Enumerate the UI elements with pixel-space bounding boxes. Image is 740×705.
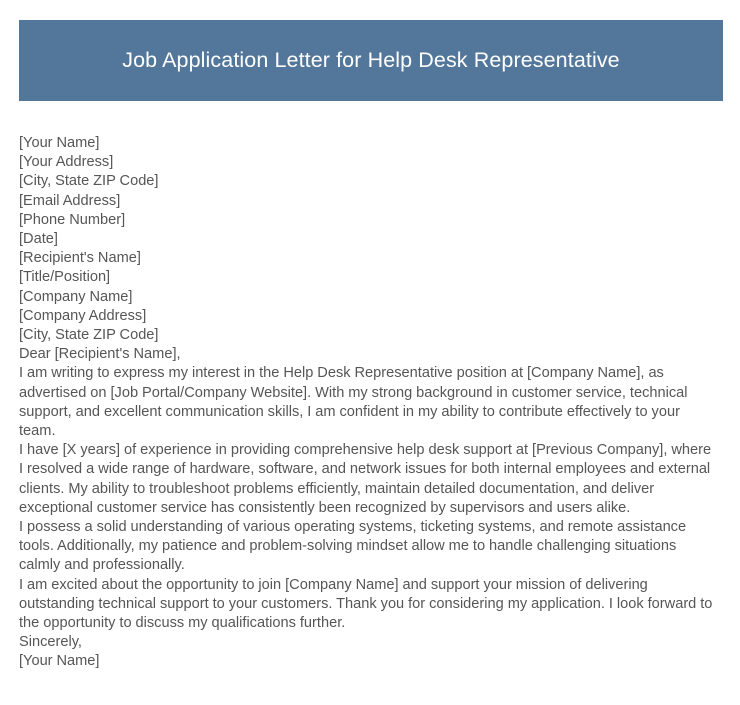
sender-line-address: [Your Address]	[19, 154, 114, 171]
recipient-line-company: [Company Name]	[19, 288, 133, 305]
sender-line-phone: [Phone Number]	[19, 211, 126, 228]
sender-line-email: [Email Address]	[19, 192, 121, 209]
sender-address-block	[19, 134, 718, 249]
document-header-banner	[19, 20, 723, 101]
sender-line-city-state-zip: [City, State ZIP Code]	[19, 173, 159, 190]
page-title: Job Application Letter for Help Desk Representative	[122, 47, 620, 72]
signature-name: [Your Name]	[19, 653, 100, 670]
body-paragraph-4: I am excited about the opportunity to join [Company Name] and support your mission of delivering outstanding technical support to your customers. Thank you for considering my application. I look forward to the opportunity to discuss my qualifications further.	[19, 576, 713, 632]
body-paragraph-1: I am writing to express my interest in the Help Desk Representative position at [Company Name], as advertised on [Job Portal/Company Website]. With my strong background in customer service, technical support, and excellent communication skills, I am confident in my ability to contribute effectively to your team.	[19, 365, 688, 440]
recipient-line-name: [Recipient's Name]	[19, 250, 141, 267]
recipient-address-block	[19, 249, 718, 345]
recipient-line-city-state-zip: [City, State ZIP Code]	[19, 327, 159, 344]
sender-line-name: [Your Name]	[19, 135, 100, 151]
sender-line-date: [Date]	[19, 231, 58, 248]
letter-content	[19, 134, 718, 672]
recipient-line-company-address: [Company Address]	[19, 307, 147, 324]
recipient-line-title: [Title/Position]	[19, 269, 111, 286]
body-paragraph-3: I possess a solid understanding of various operating systems, ticketing systems, and remote assistance tools. Additionally, my patience and problem-solving mindset allow me to handle challenging situations calmly and professionally.	[19, 519, 687, 574]
closing-salutation: Sincerely,	[19, 634, 82, 651]
salutation: Dear [Recipient's Name],	[19, 346, 181, 363]
body-paragraph-2: I have [X years] of experience in providing comprehensive help desk support at [Previous Company], where I resolved a wide range of hardware, software, and network issues for both internal employees and external clients. My ability to troubleshoot problems efficiently, maintain detailed documentation, and deliver exceptional customer service has consistently been recognized by supervisors and users alike.	[19, 442, 712, 516]
